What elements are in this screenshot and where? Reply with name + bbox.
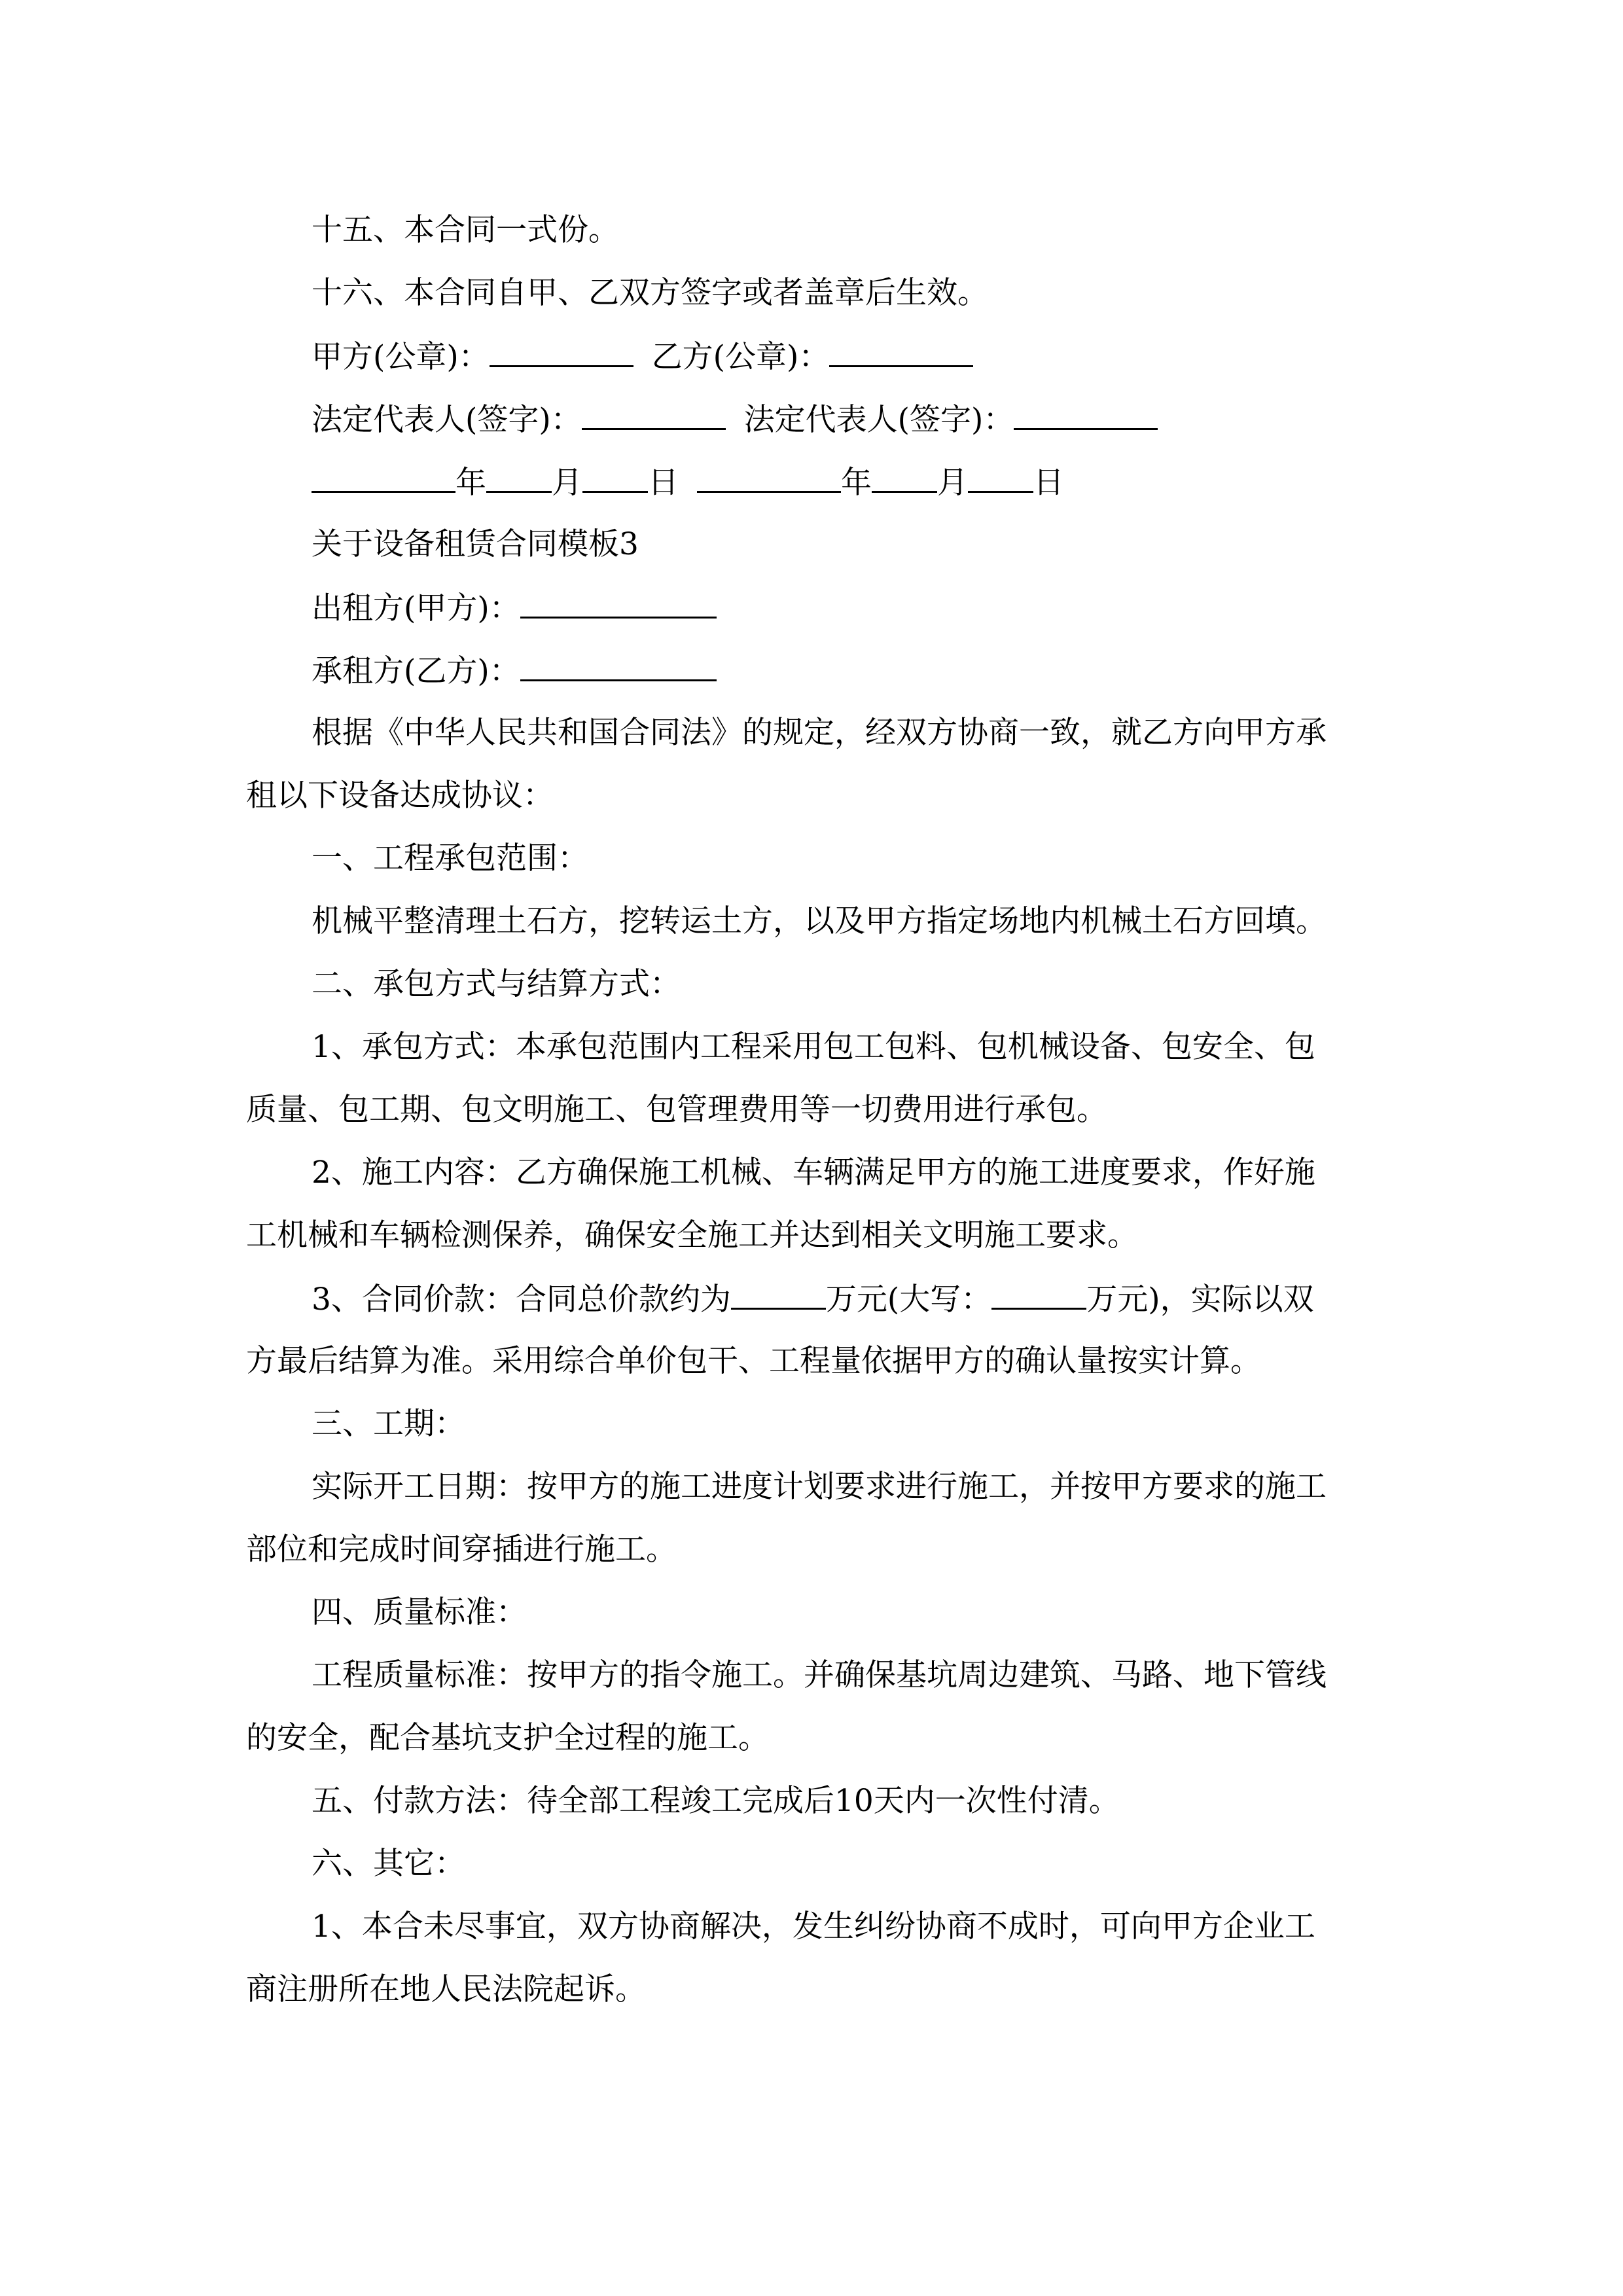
lessee-blank — [520, 651, 717, 681]
legal-rep-a-blank — [582, 399, 726, 430]
period-line-2: 部位和完成时间穿插进行施工。 — [246, 1532, 677, 1568]
party-a-seal-blank — [490, 336, 633, 367]
other-1-line-1: 1、本合未尽事宜，双方协商解决，发生纠纷协商不成时，可向甲方企业工 — [312, 1909, 1315, 1945]
method-3-line-1 — [312, 1279, 1450, 1319]
month-blank-a — [486, 462, 552, 493]
legal-rep-b-label: 法定代表人(签字)： — [743, 402, 1014, 438]
price-words-blank — [991, 1279, 1086, 1310]
legal-rep-b-blank — [1014, 399, 1158, 430]
day-label-b: 日 — [1033, 465, 1064, 501]
quality-heading: 四、质量标准： — [312, 1594, 527, 1630]
other-heading: 六、其它： — [312, 1846, 465, 1882]
payment-clause: 五、付款方法：待全部工程竣工完成后10天内一次性付清。 — [312, 1783, 1120, 1819]
lessor-label: 出租方(甲方)： — [312, 590, 520, 626]
method-heading: 二、承包方式与结算方式： — [312, 966, 681, 1002]
price-blank — [731, 1279, 826, 1310]
party-a-seal-label: 甲方(公章)： — [312, 339, 490, 375]
month-label-b: 月 — [937, 465, 968, 501]
method-2-line-2: 工机械和车辆检测保养，确保安全施工并达到相关文明施工要求。 — [246, 1217, 1138, 1253]
scope-heading: 一、工程承包范围： — [312, 840, 588, 876]
day-label-a: 日 — [648, 465, 679, 501]
period-heading: 三、工期： — [312, 1406, 465, 1442]
month-blank-b — [872, 462, 937, 493]
day-blank-b — [968, 462, 1033, 493]
quality-line-2: 的安全，配合基坑支护全过程的施工。 — [246, 1720, 769, 1756]
method-3-part-2: 万元(大写： — [825, 1282, 992, 1318]
lessor-line — [312, 588, 1450, 628]
intro-line-2: 租以下设备达成协议： — [246, 778, 554, 814]
method-2-line-1: 2、施工内容：乙方确保施工机械、车辆满足甲方的施工进度要求，作好施 — [312, 1155, 1315, 1191]
method-3-part-3: 万元)，实际以双 — [1086, 1282, 1314, 1318]
lessee-line — [312, 651, 1450, 691]
quality-line-1: 工程质量标准：按甲方的指令施工。并确保基坑周边建筑、马路、地下管线 — [312, 1657, 1327, 1693]
year-label-b: 年 — [841, 465, 872, 501]
section-title: 关于设备租赁合同模板3 — [312, 526, 639, 562]
scope-text: 机械平整清理土石方，挖转运土方，以及甲方指定场地内机械土石方回填。 — [312, 903, 1327, 939]
seal-line — [312, 336, 1450, 377]
lessor-blank — [520, 588, 717, 619]
method-3-line-2: 方最后结算为准。采用综合单价包干、工程量依据甲方的确认量按实计算。 — [246, 1343, 1261, 1379]
method-1-line-2: 质量、包工期、包文明施工、包管理费用等一切费用进行承包。 — [246, 1092, 1107, 1128]
lessee-label: 承租方(乙方)： — [312, 653, 520, 689]
legal-rep-line — [312, 399, 1450, 440]
method-1-line-1: 1、承包方式：本承包范围内工程采用包工包料、包机械设备、包安全、包 — [312, 1029, 1315, 1065]
day-blank-a — [582, 462, 648, 493]
other-1-line-2: 商注册所在地人民法院起诉。 — [246, 1971, 646, 2007]
year-label-a: 年 — [455, 465, 486, 501]
method-3-part-1: 3、合同价款：合同总价款约为 — [312, 1282, 731, 1318]
date-line — [312, 462, 1450, 503]
period-line-1: 实际开工日期：按甲方的施工进度计划要求进行施工，并按甲方要求的施工 — [312, 1469, 1327, 1505]
party-b-seal-blank — [829, 336, 973, 367]
year-blank-b — [697, 462, 841, 493]
legal-rep-a-label: 法定代表人(签字)： — [312, 402, 582, 438]
clause-16: 十六、本合同自甲、乙双方签字或者盖章后生效。 — [312, 275, 988, 311]
intro-line-1: 根据《中华人民共和国合同法》的规定，经双方协商一致，就乙方向甲方承 — [312, 715, 1327, 751]
year-blank-a — [312, 462, 455, 493]
party-b-seal-label: 乙方(公章)： — [651, 339, 830, 375]
month-label-a: 月 — [552, 465, 582, 501]
clause-15: 十五、本合同一式份。 — [312, 212, 619, 248]
